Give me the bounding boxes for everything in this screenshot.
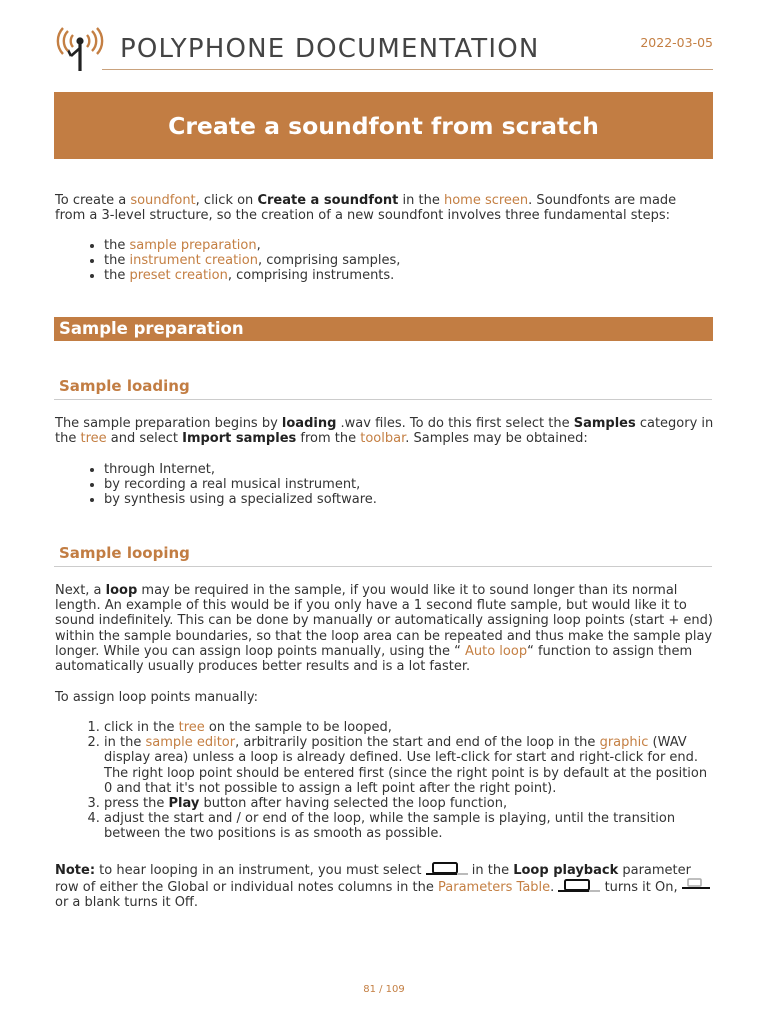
header-divider <box>102 69 713 70</box>
para-text: automatically usually produces better results and is a lot faster. <box>55 659 471 675</box>
para-text: length. An example of this would be if you only have a 1 second flute sample, but would like it to <box>55 598 687 614</box>
para-text: the <box>55 431 81 447</box>
loop-note <box>55 861 715 911</box>
para-text: longer. While you can assign loop points manually, using the “ <box>55 643 465 659</box>
subheading-sample-loading: Sample loading <box>54 377 712 400</box>
link-sample-preparation[interactable]: sample preparation <box>129 238 257 253</box>
para-text: and select <box>106 431 183 447</box>
bold-samples: Samples <box>573 416 636 431</box>
list-item: • by recording a real musical instrument, <box>104 477 764 492</box>
link-auto-loop[interactable]: Auto loop <box>464 643 528 659</box>
link-preset-creation[interactable]: preset creation <box>129 268 228 284</box>
para-text: from the <box>296 431 361 447</box>
link-instrument-creation[interactable]: instrument creation <box>129 253 258 269</box>
intro-text: from a 3-level structure, so the creation of a new soundfont involves three fundamental steps: <box>55 208 670 224</box>
sample-looping-paragraph <box>55 583 715 674</box>
section-heading-sample-preparation: Sample preparation <box>54 317 713 341</box>
para-text: within the sample boundaries, so that the loop area can be repeated and thus make the sample play <box>55 628 713 644</box>
manual-intro: To assign loop points manually: <box>55 690 258 705</box>
item-text: , arbitrarily position the start and end of the loop in the <box>235 735 600 751</box>
subheading-sample-looping: Sample looping <box>54 544 712 567</box>
para-text: “ function to assign them <box>527 643 693 659</box>
link-sample-editor[interactable]: sample editor <box>145 735 236 751</box>
loop-on-icon <box>426 861 468 877</box>
para-text: may be required in the sample, if you would like it to sound longer than its normal <box>137 583 678 598</box>
loop-off-icon <box>682 878 710 894</box>
item-text: adjust the start and / or end of the loop, while the sample is playing, until the transition <box>104 811 676 827</box>
list-item: • through Internet, <box>104 462 764 477</box>
item-text: the <box>104 238 130 253</box>
item-text: press the <box>104 796 169 812</box>
intro-text: , click on <box>195 193 258 208</box>
link-toolbar[interactable]: toolbar <box>360 431 406 447</box>
list-item <box>104 268 764 283</box>
list-item <box>104 238 764 253</box>
manual-loop-steps <box>55 720 764 842</box>
item-text: display area) unless a loop is already defined. Use left-click for start and right-click for end. <box>104 750 699 766</box>
intro-text: To create a <box>55 193 131 208</box>
item-text: between the two positions is as smooth as possible. <box>104 826 443 842</box>
intro-bold-create: Create a soundfont <box>257 193 399 208</box>
note-text: to hear looping in an instrument, you must select <box>95 863 426 878</box>
bold-play: Play <box>168 796 200 812</box>
intro-steps-list <box>55 238 764 284</box>
item-text: click in the <box>104 720 179 735</box>
para-text: . Samples may be obtained: <box>405 431 588 447</box>
para-text: Next, a <box>55 583 106 598</box>
para-text: .wav files. To do this first select the <box>336 416 574 431</box>
note-text: or a blank turns it Off. <box>55 895 199 911</box>
item-text: 0 and that it's not possible to assign a left point after the right point). <box>104 780 557 796</box>
para-text: sound indefinitely. This can be done by manually or automatically assigning loop points (start + end) <box>55 613 713 629</box>
page-header <box>54 26 713 72</box>
note-text: row of either the Global or individual notes columns in the <box>55 880 438 896</box>
item-text: , <box>256 238 261 253</box>
item-text: (WAV <box>648 735 687 751</box>
list-item <box>104 735 764 796</box>
list-item <box>104 796 764 811</box>
link-soundfont[interactable]: soundfont <box>130 193 196 208</box>
link-parameters-table[interactable]: Parameters Table <box>438 880 551 896</box>
para-text: category in <box>635 416 714 431</box>
item-text: in the <box>104 735 146 751</box>
link-home-screen[interactable]: home screen <box>443 193 529 208</box>
page-number: 81 / 109 <box>363 984 405 995</box>
bold-loop-playback: Loop playback <box>513 863 619 878</box>
list-item <box>104 720 764 735</box>
bold-import-samples: Import samples <box>182 431 297 447</box>
item-text: button after having selected the loop function, <box>199 796 508 812</box>
note-text: turns it On, <box>600 880 682 896</box>
note-text: . <box>550 880 559 896</box>
radio-antenna-icon <box>54 26 106 72</box>
note-text: parameter <box>618 863 691 878</box>
note-label: Note: <box>55 863 96 878</box>
note-text: in the <box>467 863 514 878</box>
item-text: the <box>104 253 130 269</box>
header-date: 2022-03-05 <box>640 35 713 50</box>
list-item <box>104 253 764 268</box>
list-item <box>104 811 764 841</box>
item-text: , comprising samples, <box>257 253 401 269</box>
item-text: the <box>104 268 130 284</box>
sample-sources-list <box>55 462 764 508</box>
site-title: POLYPHONE DOCUMENTATION <box>120 34 540 64</box>
list-item: • by synthesis using a specialized software. <box>104 492 764 507</box>
para-text: The sample preparation begins by <box>55 416 282 431</box>
page-title: Create a soundfont from scratch <box>54 92 713 159</box>
intro-text: . Soundfonts are made <box>528 193 677 208</box>
intro-text: in the <box>398 193 444 208</box>
link-tree[interactable]: tree <box>178 720 205 735</box>
link-graphic[interactable]: graphic <box>599 735 649 751</box>
bold-loading: loading <box>281 416 337 431</box>
item-text: on the sample to be looped, <box>204 720 392 735</box>
item-text: , comprising instruments. <box>227 268 395 284</box>
intro-paragraph <box>55 193 715 223</box>
item-text: The right loop point should be entered first (since the right point is by default at the position <box>104 765 708 781</box>
link-tree[interactable]: tree <box>80 431 107 447</box>
bold-loop: loop <box>105 583 138 598</box>
sample-loading-paragraph <box>55 416 715 446</box>
loop-on-icon <box>558 878 600 894</box>
